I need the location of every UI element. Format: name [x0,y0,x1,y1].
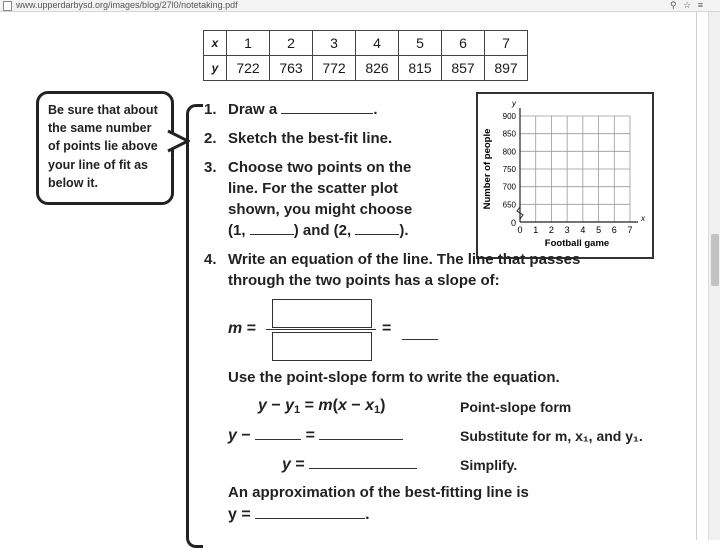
step-4 [204,251,580,268]
step-3 [204,159,411,176]
step-text: . [373,101,378,118]
table-cell: 1 [227,31,270,56]
formula-text: y [282,456,291,473]
numerator-box[interactable] [272,299,372,328]
step-text: Draw a [228,101,278,118]
equals-sign: = [246,320,257,337]
step-text: (1, [228,222,246,239]
formula-text: y = [228,506,251,523]
x-tick-label: 4 [580,225,586,235]
table-cell: 4 [356,31,399,56]
approximation-text: An approximation of the best-fitting line is [228,484,529,501]
step-text: ). [399,222,409,239]
formula-text: . [365,506,370,523]
step-number: 2. [204,130,217,147]
point-slope-formula: $y - y_1 = m(x - x_1)$ [258,397,386,416]
subscript: 1 [294,404,301,416]
y-tick-label: 750 [502,165,516,174]
table-row-x [204,31,528,56]
formula-text: y [258,397,267,414]
answer-blank[interactable] [255,439,301,440]
table-cell: 722 [227,56,270,81]
row-label: Substitute for m, x₁, and y₁. [460,428,643,444]
url-text[interactable]: www.upperdarbysd.org/images/blog/27l0/notetaking.pdf [16,0,238,10]
table-header-x: x [204,31,227,56]
equals-sign: = [382,320,392,337]
formula-text: m [318,397,333,414]
x-tick-label: 3 [564,225,570,235]
formula-text: x [337,397,347,414]
callout-line: the same number [48,121,152,136]
page-edge [696,12,697,540]
y-tick-label: 800 [502,147,516,157]
callout-text [48,101,158,192]
table-cell: 897 [485,56,528,81]
callout-line: Be sure that about [48,103,158,117]
x-tick-label: 6 [611,225,617,235]
pdf-page [0,12,696,540]
callout-line: your line of fit as [48,157,149,172]
x-tick-label: 1 [533,225,539,235]
x-tick-label: 2 [548,225,554,235]
step-3-points [228,222,409,239]
step-number: 3. [204,159,217,176]
tip-callout [36,91,174,205]
answer-blank[interactable] [309,468,417,469]
scatter-plot [478,94,652,257]
step-text: line. For the scatter plot [228,180,399,197]
data-table [203,30,528,81]
simplify-row: y = [282,456,417,474]
answer-blank[interactable] [355,234,399,235]
step-text: Sketch the best-fit line. [228,130,393,147]
formula-text: y [285,397,295,414]
table-cell: 857 [442,56,485,81]
formula-text: y [228,427,237,444]
x-axis-label: Football game [544,238,610,249]
step-text: ) and (2, [293,222,352,239]
y-tick-label: 700 [502,182,516,192]
y-tick-label: 650 [502,200,516,210]
table-cell: 6 [442,31,485,56]
table-cell: 815 [399,56,442,81]
subscript: 1 [374,404,381,416]
x-axis-letter: x [641,214,645,223]
browser-address-bar[interactable] [0,0,720,12]
table-cell: 763 [270,56,313,81]
table-cell: 826 [356,56,399,81]
y-axis-label: Number of people [482,128,493,210]
answer-blank[interactable] [250,234,294,235]
answer-blank[interactable] [281,113,373,114]
vertical-scrollbar[interactable] [708,12,720,540]
x-tick-label: 0 [517,225,523,235]
callout-line: of points lie above [48,139,158,154]
slope-m [228,320,256,338]
step-text: through the two points has a slope of: [228,272,500,289]
star-icon[interactable]: ☆ [683,0,694,10]
step-2 [204,130,392,147]
scrollbar-thumb[interactable] [711,234,719,286]
answer-blank[interactable] [255,518,365,519]
scatter-plot-panel [476,92,654,259]
table-row-y [204,56,528,81]
table-cell: 7 [485,31,528,56]
step-1 [204,101,378,118]
approximation-answer [228,506,370,524]
answer-blank[interactable] [319,439,403,440]
x-tick-label: 5 [596,225,602,235]
table-cell: 5 [399,31,442,56]
page-icon [3,1,12,11]
y-tick-label: 850 [502,129,516,139]
steps-bracket [186,104,203,548]
x-tick-label: 7 [627,225,633,235]
y-tick-label: 900 [502,112,516,121]
y-axis-letter: y [512,99,516,108]
search-icon[interactable]: ⚲ [670,0,679,10]
menu-icon[interactable]: ≡ [697,0,705,10]
row-label: Point-slope form [460,399,572,415]
fraction-bar [266,329,376,330]
formula-text: x [365,397,375,414]
substitute-row: y − = [228,427,403,445]
step-number: 1. [204,101,217,118]
row-label: Simplify. [460,457,518,473]
point-slope-intro: Use the point-slope form to write the equation. [228,369,560,386]
table-cell: 2 [270,31,313,56]
slope-blank[interactable] [402,339,438,340]
table-cell: 772 [313,56,356,81]
table-header-y: y [204,56,227,81]
toolbar-icons [670,0,705,11]
step-text: Write an equation of the line. The line that passes [228,251,581,268]
y-tick-label: 0 [510,218,516,228]
step-text: shown, you might choose [228,201,413,218]
table-cell: 3 [313,31,356,56]
step-number: 4. [204,251,217,268]
step-text: Choose two points on the [228,159,412,176]
denominator-box[interactable] [272,332,372,361]
slope-variable: m [228,320,243,337]
callout-line: below it. [48,175,98,190]
